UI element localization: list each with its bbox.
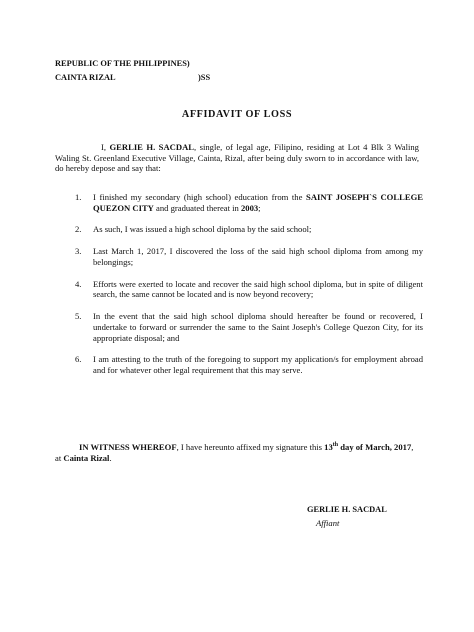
statement-item xyxy=(55,224,423,235)
document-title: AFFIDAVIT OF LOSS xyxy=(181,109,293,120)
statement-item xyxy=(55,354,423,375)
statement-number: 1. xyxy=(75,192,82,202)
venue-caption-country: REPUBLIC OF THE PHILIPPINES) xyxy=(55,59,190,68)
venue-city-label: CAINTA RIZAL xyxy=(55,73,116,82)
statement-text-part: and graduated thereat in xyxy=(153,202,241,213)
intro-prefix: I, xyxy=(101,142,110,152)
statement-item xyxy=(55,246,423,267)
venue-ss-label: )SS xyxy=(198,73,211,82)
statement-number: 4. xyxy=(75,278,82,289)
witness-end: . xyxy=(109,452,112,463)
statement-number: 3. xyxy=(75,246,82,257)
witness-paragraph xyxy=(55,442,419,463)
statement-text: Last March 1, 2017, I discovered the loss of the said high school diploma from among my belongings; xyxy=(93,246,423,267)
statement-text-part: I finished my secondary (high school) education from the xyxy=(93,192,307,202)
school-name: SAINT JOSEPH`S COLLEGE QUEZON CITY xyxy=(93,192,423,213)
statement-number: 2. xyxy=(75,224,82,235)
witness-text: , at xyxy=(55,442,414,463)
statement-item xyxy=(55,279,423,300)
venue-caption-city xyxy=(55,73,211,84)
statement-text xyxy=(83,192,423,213)
signing-place: Cainta Rizal xyxy=(63,452,110,463)
witness-text: , I have hereunto affixed my signature this xyxy=(176,442,325,452)
signing-day-suffix: th xyxy=(332,442,339,449)
statement-text: As such, I was issued a high school diploma by the said school; xyxy=(93,224,312,235)
statement-number: 6. xyxy=(75,354,82,365)
statement-text: I am attesting to the truth of the foregoing to support my application/s for employment abroad and for whatever other legal requirement that this may serve. xyxy=(93,354,423,376)
affiant-name: GERLIE H. SACDAL xyxy=(109,142,195,152)
signing-day-number: 13 xyxy=(324,442,333,452)
statement-item xyxy=(55,192,423,213)
graduation-year: 2003 xyxy=(240,202,259,213)
statement-list xyxy=(55,192,423,376)
statement-text: In the event that the said high school diploma should hereafter be found or recovered, I undertake to forward or surrender the same to the Saint Joseph's College Quezon City, for its appropriate disposal; and xyxy=(93,311,423,343)
signatory-name: GERLIE H. SACDAL xyxy=(307,505,387,514)
signing-month-year: March, 2017 xyxy=(365,442,412,452)
intro-text: , single, of legal age, Filipino, residing at Lot 4 Blk 3 Waling Waling St. Greenland Executive Village, Cainta, Rizal, after being duly sworn to in accordance with law, do hereby depose and say that: xyxy=(55,142,419,174)
signing-day-of: day of xyxy=(338,442,363,452)
witness-lead: IN WITNESS WHEREOF xyxy=(79,442,177,452)
signing-day xyxy=(324,442,363,452)
statement-number: 5. xyxy=(75,311,82,322)
signatory-role: Affiant xyxy=(316,518,340,528)
statement-text: Efforts were exerted to locate and recover the said high school diploma, but in spite of diligent search, the same cannot be located and is now beyond recovery; xyxy=(93,278,423,300)
statement-text-part: ; xyxy=(258,202,261,213)
intro-paragraph xyxy=(55,142,419,174)
statement-item xyxy=(55,311,423,343)
